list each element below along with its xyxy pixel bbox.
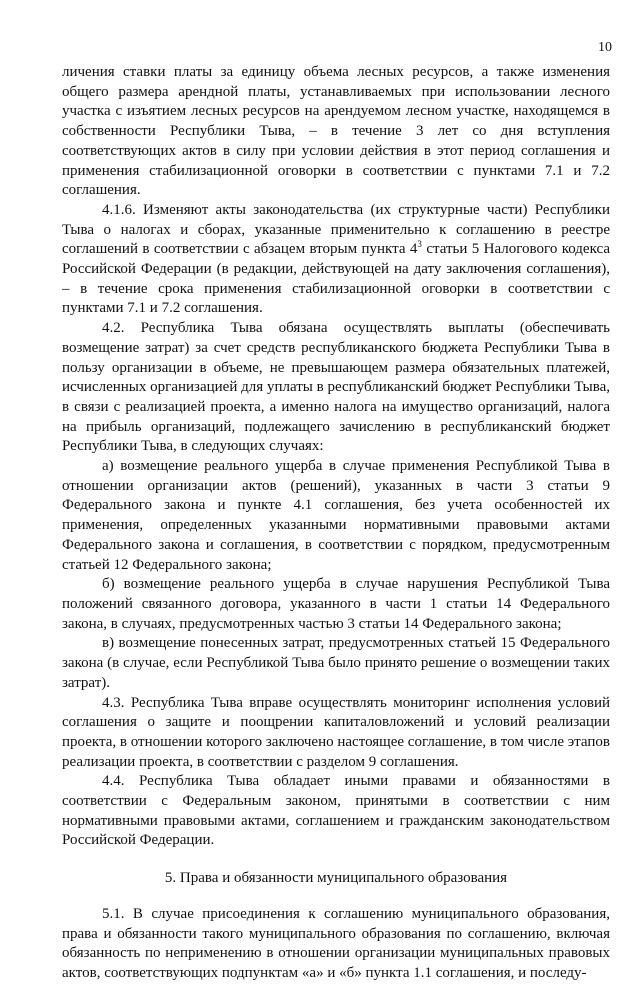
- document-body: [62, 63, 610, 984]
- paragraph-4-3: 4.3. Республика Тыва вправе осуществлять мониторинг исполнения условий соглашения о защите и поощрении капиталовложений и условий реализации проекта, в отношении которого заключено настоящее соглашение, в том числе этапов реализации проекта, в соответствии с разделом 9 соглашения.: [62, 694, 610, 770]
- section-heading: 5. Права и обязанности муниципального образования: [164, 870, 508, 887]
- list-item-a: а) возмещение реального ущерба в случае применения Республикой Тыва в отношении организации актов (решений), указанных в части 3 статьи 9 Федерального закона и пункте 4.1 соглашения, без учета особенностей их применения, определенных указанными нормативными правовыми актами Федерального закона и соглашения, в соответствии с порядком, предусмотренным статьей 12 Федерального закона;: [62, 458, 610, 573]
- paragraph-5-1: 5.1. В случае присоединения к соглашению муниципального образования, права и обязанности такого муниципального образования по соглашению, включая обязанность по неприменению в отношении организации муниципальных правовых актов, соответствующих подпунктам «а» и «б» пункта 1.1 соглашения, и последу-: [62, 905, 610, 981]
- paragraph-text-cont: статьи 5 Налогового кодекса Российской Федерации (в редакции, действующей на дату заключения соглашения), – в течение срока применения стабилизационной оговорки в соответствии с пунктами 7.1 и 7.2 соглашения.: [62, 241, 611, 317]
- superscript: 3: [417, 239, 422, 250]
- paragraph-4-2: 4.2. Республика Тыва обязана осуществлять выплаты (обеспечивать возмещение затрат) за счет средств республиканского бюджета Республики Тыва в пользу организации в объеме, не превышающем размера обязательных платежей, исчисленных организацией для уплаты в республиканский бюджет Республики Тыва, в связи с реализацией проекта, а именно налога на имущество организаций, налога на прибыль организаций, подлежащего зачислению в республиканский бюджет Республики Тыва, в следующих случаях:: [62, 320, 610, 455]
- list-item-v: в) возмещение понесенных затрат, предусмотренных статьей 15 Федерального закона (в случае, если Республикой Тыва было принято решение о возмещении таких затрат).: [62, 635, 610, 691]
- paragraph-4-1-6: [62, 201, 610, 319]
- paragraph: личения ставки платы за единицу объема лесных ресурсов, а также изменения общего размера арендной платы, устанавливаемых при использовании лесного участка с изъятием лесных ресурсов на арендуемом лесном участке, находящемся в собственности Республики Тыва, – в течение 3 лет со дня вступления соответствующих актов в силу при условии действия в этот период соглашения и применения стабилизационной оговорки в соответствии с пунктами 7.1 и 7.2 соглашения.: [62, 64, 610, 199]
- paragraph-text: 4.1.6. Изменяют акты законодательства (их структурные части) Республики Тыва о налогах и сборах, указанные применительно к соглашению в реестре соглашений в соответствии с абзацем вторым пункта 4: [62, 201, 610, 258]
- page-number: 10: [598, 40, 612, 55]
- paragraph-4-4: 4.4. Республика Тыва обладает иными правами и обязанностями в соответствии с Федеральным законом, принятыми в соответствии с ним нормативными правовыми актами, соглашением и гражданским законодательством Российской Федерации.: [62, 773, 610, 849]
- list-item-b: б) возмещение реального ущерба в случае нарушения Республикой Тыва положений связанного договора, указанного в части 1 статьи 14 Федерального закона, в случаях, предусмотренных частью 3 статьи 14 Федерального закона;: [62, 576, 610, 632]
